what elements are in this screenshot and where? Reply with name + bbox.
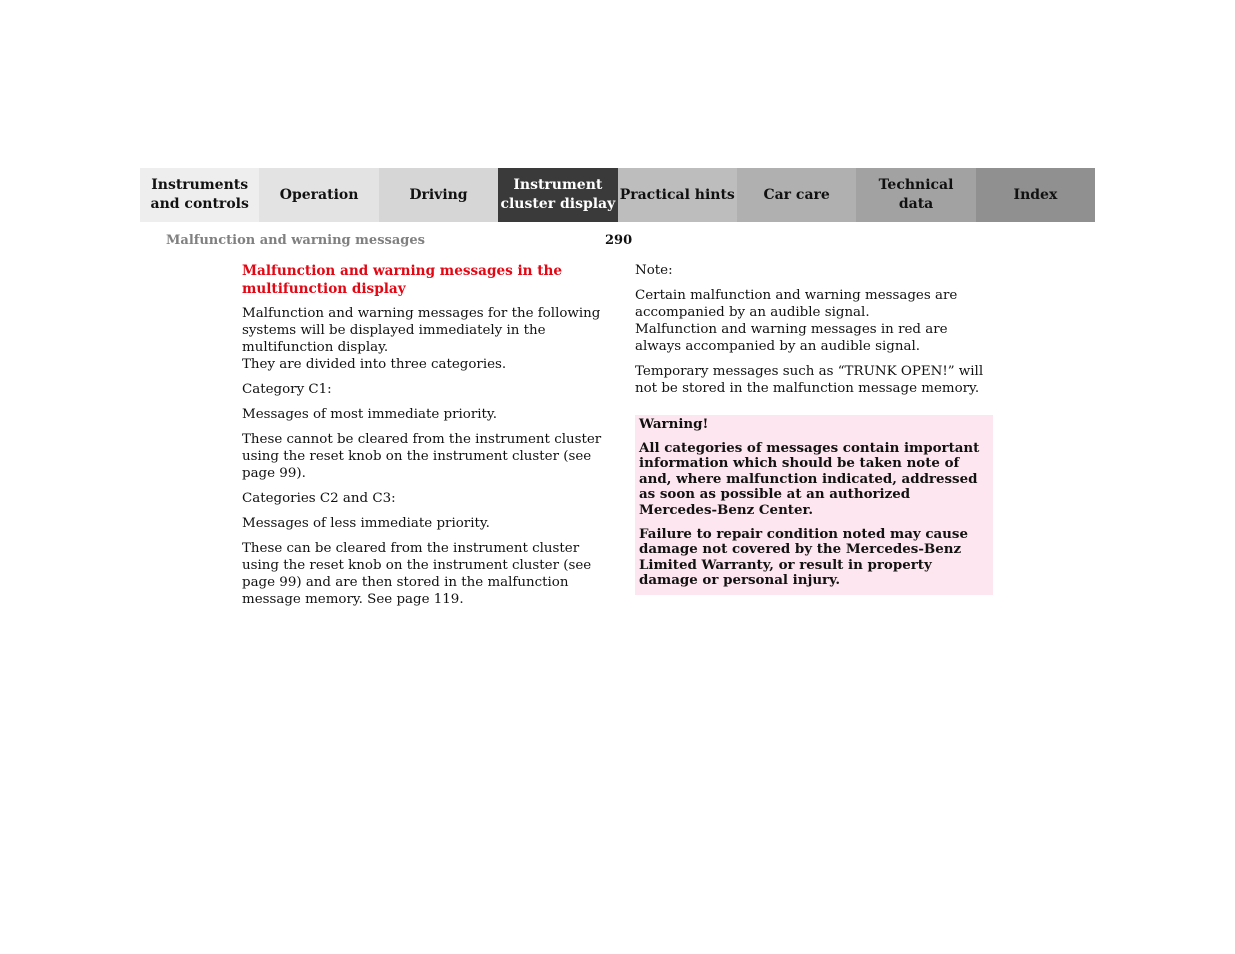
tab-technical-data[interactable]: Technical data [856, 168, 975, 222]
chapter-tab-bar [140, 168, 1095, 222]
temporary-messages-note: Temporary messages such as “TRUNK OPEN!” will not be stored in the malfunction message memory. [635, 364, 984, 396]
tab-car-care[interactable]: Car care [737, 168, 856, 222]
c1-description: These cannot be cleared from the instrument cluster using the reset knob on the instrument cluster (see page 99). [242, 432, 602, 481]
tab-operation[interactable]: Operation [259, 168, 378, 222]
warning-text-2: Failure to repair condition noted may cause damage not covered by the Mercedes-Benz Limited Warranty, or result in property damage or personal injury. [639, 525, 968, 589]
section-title: Malfunction and warning messages in the multifunction display [242, 263, 563, 297]
c1-priority-text: Messages of most immediate priority. [242, 407, 497, 422]
category-c2-c3-label: Categories C2 and C3: [242, 491, 396, 506]
c2-c3-description: These can be cleared from the instrument cluster using the reset knob on the instrument cluster (see page 99) and are then stored in the malfunction message memory. See page 119. [242, 541, 592, 607]
page-number: 290 [605, 233, 633, 248]
tab-instrument-cluster-display[interactable]: Instrument cluster display [498, 168, 617, 222]
tab-index[interactable]: Index [976, 168, 1095, 222]
section-header: Malfunction and warning messages [166, 233, 425, 248]
intro-paragraph: Malfunction and warning messages for the following systems will be displayed immediately in the multifunction display. They are divided into three categories. [242, 306, 601, 372]
warning-box [635, 415, 993, 595]
c2-c3-priority-text: Messages of less immediate priority. [242, 516, 490, 531]
left-column [242, 262, 602, 616]
tab-instruments-and-controls[interactable]: Instruments and controls [140, 168, 259, 222]
warning-text-1: All categories of messages contain important information which should be taken note of and, where malfunction indicated, addressed as soon as possible at an authorized Mercedes-Benz Center. [639, 439, 980, 518]
category-c1-label: Category C1: [242, 382, 332, 397]
right-column [635, 262, 995, 595]
tab-practical-hints[interactable]: Practical hints [618, 168, 737, 222]
warning-title: Warning! [639, 416, 709, 432]
tab-driving[interactable]: Driving [379, 168, 498, 222]
note-label: Note: [635, 263, 673, 278]
audible-signal-note: Certain malfunction and warning messages are accompanied by an audible signal. Malfunction and warning messages in red are always accompanied by an audible signal. [635, 288, 958, 354]
